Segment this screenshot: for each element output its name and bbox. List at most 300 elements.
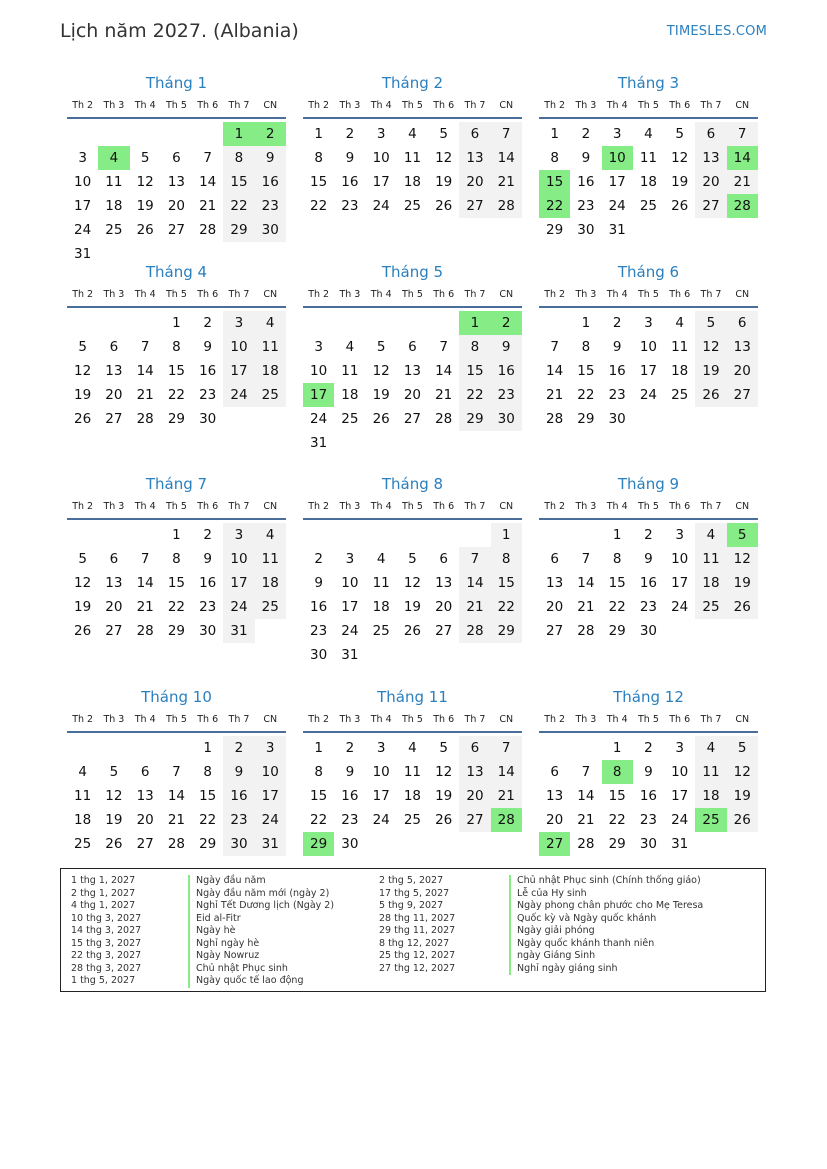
day-cell: 1: [203, 740, 212, 756]
day-cell: 9: [255, 146, 286, 170]
legend-date: 22 thg 3, 2027: [71, 950, 142, 961]
day-cell: 7: [172, 764, 181, 780]
weekday-label: Th 3: [339, 100, 361, 111]
day-cell: 3: [376, 740, 386, 756]
day-cell: 19: [105, 812, 123, 828]
day-cell: 31: [255, 832, 286, 856]
month-block: [303, 260, 522, 455]
day-cell: 2: [314, 551, 323, 567]
holiday-day-cell: 28: [727, 194, 758, 218]
day-cell: 21: [136, 387, 154, 403]
empty-cell: [366, 311, 397, 335]
month-block: [303, 472, 522, 667]
weekday-label: Th 6: [433, 714, 455, 725]
day-cell: 3: [223, 523, 254, 547]
day-cell: 20: [105, 599, 123, 615]
day-cell: 28: [435, 411, 453, 427]
day-cell: 16: [199, 363, 217, 379]
day-cell: 16: [577, 174, 595, 190]
weekday-label: Th 4: [606, 100, 628, 111]
day-cell: 3: [644, 315, 653, 331]
day-cell: 10: [372, 764, 390, 780]
day-cell: 11: [105, 174, 123, 190]
day-cell: 4: [78, 764, 87, 780]
day-cell: 13: [105, 575, 123, 591]
legend-names-right: [509, 875, 703, 975]
day-cell: 28: [167, 836, 186, 852]
day-cell: 3: [612, 126, 622, 142]
day-cell: 29: [223, 218, 254, 242]
weekday-label: CN: [263, 100, 278, 111]
day-cell: 23: [491, 383, 522, 407]
day-cell: 24: [341, 623, 359, 639]
day-cell: 18: [255, 359, 286, 383]
day-cell: 9: [345, 764, 355, 780]
day-cell: 27: [459, 808, 490, 832]
day-cell: 6: [439, 551, 448, 567]
day-cell: 6: [459, 736, 490, 760]
day-cell: 19: [136, 198, 154, 214]
day-cell: 10: [372, 150, 390, 166]
weekday-label: CN: [263, 289, 278, 300]
day-cell: 8: [581, 339, 591, 355]
day-cell: 14: [136, 575, 154, 591]
empty-cell: [539, 311, 570, 335]
day-cell: 20: [167, 198, 186, 214]
day-cell: 6: [550, 551, 559, 567]
day-cell: 15: [310, 174, 328, 190]
day-cell: 15: [167, 363, 186, 379]
month-name: Tháng 12: [613, 688, 684, 706]
holiday-day-cell: 17: [303, 383, 334, 407]
day-cell: 27: [105, 623, 123, 639]
legend-dates-left: [71, 875, 141, 988]
weekday-header: [303, 709, 522, 733]
day-cell: 30: [199, 623, 217, 639]
day-cell: 23: [199, 387, 217, 403]
day-cell: 9: [314, 575, 323, 591]
day-cell: 29: [577, 411, 595, 427]
day-cell: 22: [167, 387, 186, 403]
day-cell: 29: [459, 407, 490, 431]
empty-cell: [98, 122, 129, 146]
weekday-label: Th 7: [228, 501, 250, 512]
day-cell: 8: [550, 150, 559, 166]
weekday-label: Th 6: [433, 100, 455, 111]
day-cell: 25: [74, 836, 92, 852]
month-block: [539, 685, 758, 856]
day-cell: 4: [695, 736, 726, 760]
day-cell: 8: [203, 764, 212, 780]
weekday-label: Th 5: [637, 289, 659, 300]
day-cell: 25: [341, 411, 359, 427]
day-cell: 18: [341, 387, 359, 403]
day-cell: 20: [136, 812, 154, 828]
day-cell: 24: [671, 599, 689, 615]
weekday-label: Th 5: [165, 501, 187, 512]
day-cell: 19: [74, 387, 92, 403]
weekday-label: Th 3: [103, 100, 125, 111]
day-cell: 27: [546, 623, 564, 639]
day-cell: 31: [671, 836, 689, 852]
day-cell: 8: [223, 146, 254, 170]
day-cell: 15: [167, 575, 186, 591]
site-link[interactable]: TIMESLES.COM: [666, 24, 767, 39]
day-cell: 25: [372, 623, 390, 639]
weekday-label: Th 2: [544, 100, 566, 111]
day-cell: 30: [341, 836, 359, 852]
day-cell: 15: [310, 788, 328, 804]
weekday-label: Th 6: [433, 289, 455, 300]
day-cell: 9: [345, 150, 355, 166]
empty-cell: [570, 736, 601, 760]
day-cell: 22: [608, 812, 626, 828]
day-cell: 6: [172, 150, 181, 166]
weekday-header: [539, 709, 758, 733]
legend-holiday-name: Nghỉ ngày giáng sinh: [509, 963, 703, 976]
weekday-label: Th 6: [669, 501, 691, 512]
day-cell: 3: [376, 126, 386, 142]
holiday-day-cell: 4: [98, 146, 129, 170]
weekday-label: Th 2: [72, 714, 94, 725]
legend-holiday-name: Ngày phong chân phước cho Mẹ Teresa: [509, 900, 703, 913]
day-cell: 11: [403, 150, 422, 166]
weekday-label: CN: [735, 100, 750, 111]
day-grid: [67, 736, 286, 856]
day-cell: 1: [314, 126, 323, 142]
day-cell: 20: [546, 599, 564, 615]
day-cell: 21: [546, 387, 564, 403]
day-cell: 10: [255, 760, 286, 784]
day-cell: 17: [74, 198, 92, 214]
day-cell: 24: [223, 383, 254, 407]
holiday-legend: [60, 868, 766, 992]
day-cell: 27: [167, 222, 186, 238]
day-cell: 3: [314, 339, 323, 355]
weekday-label: Th 2: [544, 289, 566, 300]
day-cell: 26: [105, 836, 123, 852]
holiday-day-cell: 1: [223, 122, 254, 146]
day-grid: [539, 311, 758, 431]
empty-cell: [67, 523, 98, 547]
weekday-header: [539, 95, 758, 119]
day-cell: 14: [546, 363, 564, 379]
weekday-label: Th 2: [72, 100, 94, 111]
day-cell: 14: [577, 788, 595, 804]
holiday-day-cell: 2: [255, 122, 286, 146]
weekday-label: Th 3: [575, 289, 597, 300]
day-cell: 24: [671, 812, 689, 828]
day-cell: 31: [341, 647, 359, 663]
day-cell: 12: [727, 547, 758, 571]
legend-date: 4 thg 1, 2027: [71, 900, 136, 911]
day-cell: 18: [695, 784, 726, 808]
day-cell: 13: [403, 363, 422, 379]
weekday-label: Th 6: [197, 289, 219, 300]
weekday-label: Th 7: [464, 501, 486, 512]
day-cell: 31: [608, 222, 626, 238]
day-cell: 29: [199, 836, 217, 852]
day-cell: 16: [639, 575, 658, 591]
day-cell: 19: [74, 599, 92, 615]
day-cell: 5: [439, 126, 448, 142]
day-cell: 31: [223, 619, 254, 643]
day-cell: 20: [695, 170, 726, 194]
empty-cell: [334, 523, 365, 547]
day-cell: 14: [491, 760, 522, 784]
legend-dates-right: [379, 875, 455, 975]
holiday-day-cell: 2: [491, 311, 522, 335]
weekday-label: Th 3: [575, 100, 597, 111]
day-cell: 18: [639, 174, 658, 190]
day-cell: 23: [199, 599, 217, 615]
day-cell: 4: [376, 551, 386, 567]
month-name: Tháng 6: [617, 263, 680, 281]
weekday-label: Th 6: [197, 714, 219, 725]
legend-date: 2 thg 5, 2027: [379, 875, 444, 886]
day-cell: 17: [372, 788, 390, 804]
weekday-label: Th 6: [197, 501, 219, 512]
weekday-label: Th 3: [103, 714, 125, 725]
weekday-label: CN: [263, 501, 278, 512]
day-cell: 24: [310, 411, 328, 427]
day-cell: 14: [459, 571, 490, 595]
empty-cell: [67, 736, 98, 760]
month-name: Tháng 4: [145, 263, 208, 281]
day-cell: 7: [581, 551, 591, 567]
day-cell: 5: [675, 126, 684, 142]
legend-date: 5 thg 9, 2027: [379, 900, 444, 911]
legend-holiday-name: Nghỉ ngày hè: [188, 938, 334, 951]
day-cell: 16: [491, 359, 522, 383]
day-cell: 6: [109, 339, 119, 355]
day-cell: 7: [140, 551, 150, 567]
day-cell: 7: [727, 122, 758, 146]
weekday-label: Th 3: [339, 289, 361, 300]
day-cell: 19: [372, 387, 390, 403]
weekday-label: Th 5: [165, 714, 187, 725]
day-cell: 4: [345, 339, 355, 355]
legend-holiday-name: ngày Giáng Sinh: [509, 950, 703, 963]
day-cell: 15: [577, 363, 595, 379]
day-cell: 27: [435, 623, 453, 639]
day-cell: 10: [74, 174, 92, 190]
day-cell: 13: [105, 363, 123, 379]
empty-cell: [192, 122, 223, 146]
day-cell: 15: [491, 571, 522, 595]
day-cell: 11: [671, 339, 689, 355]
holiday-day-cell: 10: [602, 146, 633, 170]
day-cell: 7: [203, 150, 212, 166]
day-cell: 11: [695, 547, 726, 571]
day-cell: 2: [644, 527, 653, 543]
legend-date: 17 thg 5, 2027: [379, 887, 450, 899]
legend-holiday-name: Chủ nhật Phục sinh: [188, 963, 334, 976]
day-cell: 1: [172, 527, 181, 543]
day-cell: 24: [223, 595, 254, 619]
day-cell: 21: [199, 198, 217, 214]
weekday-label: Th 6: [669, 714, 691, 725]
legend-date: 25 thg 12, 2027: [379, 950, 456, 961]
weekday-header: [67, 709, 286, 733]
day-cell: 22: [459, 383, 490, 407]
day-cell: 4: [255, 523, 286, 547]
day-grid: [67, 311, 286, 431]
day-cell: 10: [671, 551, 689, 567]
day-cell: 4: [695, 523, 726, 547]
legend-holiday-name: Lễ của Hy sinh: [509, 888, 703, 901]
day-cell: 4: [408, 740, 417, 756]
day-cell: 6: [459, 122, 490, 146]
empty-cell: [161, 122, 192, 146]
holiday-day-cell: 22: [539, 194, 570, 218]
day-cell: 18: [403, 174, 422, 190]
day-cell: 23: [639, 599, 658, 615]
legend-holiday-name: Eid al-Fitr: [188, 913, 334, 926]
day-cell: 25: [639, 198, 658, 214]
legend-date: 28 thg 11, 2027: [379, 912, 456, 924]
weekday-header: [67, 95, 286, 119]
day-cell: 11: [255, 547, 286, 571]
day-cell: 20: [459, 170, 490, 194]
legend-date: 28 thg 3, 2027: [71, 962, 142, 974]
day-cell: 13: [546, 575, 564, 591]
month-name: Tháng 1: [145, 74, 208, 92]
month-block: [539, 472, 758, 643]
day-cell: 23: [255, 194, 286, 218]
day-cell: 20: [546, 812, 564, 828]
day-cell: 17: [372, 174, 390, 190]
weekday-label: Th 2: [308, 289, 330, 300]
day-cell: 5: [408, 551, 417, 567]
empty-cell: [130, 122, 161, 146]
day-cell: 2: [644, 740, 653, 756]
day-cell: 30: [491, 407, 522, 431]
month-name: Tháng 11: [377, 688, 448, 706]
day-cell: 6: [727, 311, 758, 335]
weekday-label: Th 6: [669, 100, 691, 111]
day-cell: 17: [223, 571, 254, 595]
day-cell: 25: [255, 595, 286, 619]
empty-cell: [334, 311, 365, 335]
day-cell: 8: [172, 551, 181, 567]
day-cell: 5: [78, 551, 87, 567]
weekday-label: Th 7: [700, 100, 722, 111]
day-cell: 1: [581, 315, 591, 331]
weekday-label: Th 6: [433, 501, 455, 512]
day-cell: 16: [199, 575, 217, 591]
empty-cell: [161, 736, 192, 760]
day-cell: 24: [608, 198, 626, 214]
month-block: [67, 472, 286, 643]
weekday-label: Th 4: [370, 501, 392, 512]
empty-cell: [98, 311, 129, 335]
empty-cell: [397, 311, 428, 335]
day-cell: 19: [435, 174, 453, 190]
day-cell: 11: [341, 363, 359, 379]
weekday-label: Th 7: [228, 714, 250, 725]
day-cell: 17: [223, 359, 254, 383]
holiday-day-cell: 8: [602, 760, 633, 784]
day-cell: 26: [671, 198, 689, 214]
day-cell: 30: [223, 832, 254, 856]
month-name: Tháng 3: [617, 74, 680, 92]
day-cell: 28: [491, 194, 522, 218]
day-cell: 6: [695, 122, 726, 146]
day-cell: 22: [577, 387, 595, 403]
weekday-label: Th 4: [134, 289, 156, 300]
legend-holiday-name: Ngày giải phóng: [509, 925, 703, 938]
day-grid: [303, 311, 522, 455]
day-cell: 25: [671, 387, 689, 403]
day-cell: 8: [491, 547, 522, 571]
weekday-label: Th 7: [700, 714, 722, 725]
day-grid: [539, 523, 758, 643]
holiday-day-cell: 15: [539, 170, 570, 194]
weekday-label: Th 4: [370, 714, 392, 725]
day-cell: 12: [695, 335, 726, 359]
day-cell: 6: [140, 764, 150, 780]
empty-cell: [570, 523, 601, 547]
day-cell: 12: [435, 764, 453, 780]
day-cell: 27: [727, 383, 758, 407]
day-cell: 22: [310, 812, 328, 828]
day-cell: 10: [223, 547, 254, 571]
day-cell: 23: [341, 812, 359, 828]
day-cell: 4: [644, 126, 653, 142]
day-cell: 18: [695, 571, 726, 595]
day-cell: 19: [671, 174, 689, 190]
weekday-label: CN: [735, 289, 750, 300]
legend-date: 2 thg 1, 2027: [71, 887, 136, 899]
day-cell: 11: [695, 760, 726, 784]
day-cell: 2: [203, 315, 212, 331]
weekday-label: Th 4: [134, 501, 156, 512]
weekday-label: Th 3: [575, 714, 597, 725]
day-cell: 23: [341, 198, 359, 214]
day-cell: 16: [608, 363, 626, 379]
day-cell: 16: [223, 784, 254, 808]
day-cell: 16: [255, 170, 286, 194]
month-name: Tháng 10: [141, 688, 212, 706]
holiday-day-cell: 5: [727, 523, 758, 547]
empty-cell: [67, 311, 98, 335]
day-cell: 13: [459, 760, 490, 784]
day-cell: 1: [314, 740, 323, 756]
day-cell: 24: [255, 808, 286, 832]
holiday-day-cell: 1: [459, 311, 490, 335]
day-cell: 10: [639, 339, 658, 355]
legend-holiday-name: Ngày quốc khánh thanh niên: [509, 938, 703, 951]
day-cell: 2: [223, 736, 254, 760]
day-cell: 6: [109, 551, 119, 567]
day-cell: 19: [695, 359, 726, 383]
day-cell: 21: [459, 595, 490, 619]
day-cell: 12: [105, 788, 123, 804]
day-cell: 2: [581, 126, 591, 142]
month-block: [539, 71, 758, 242]
day-cell: 18: [671, 363, 689, 379]
day-cell: 7: [550, 339, 559, 355]
weekday-label: Th 7: [700, 501, 722, 512]
day-cell: 25: [255, 383, 286, 407]
day-cell: 7: [491, 736, 522, 760]
day-cell: 29: [167, 411, 186, 427]
weekday-label: Th 2: [308, 714, 330, 725]
day-cell: 18: [403, 788, 422, 804]
day-cell: 3: [675, 740, 684, 756]
holiday-day-cell: 29: [303, 832, 334, 856]
